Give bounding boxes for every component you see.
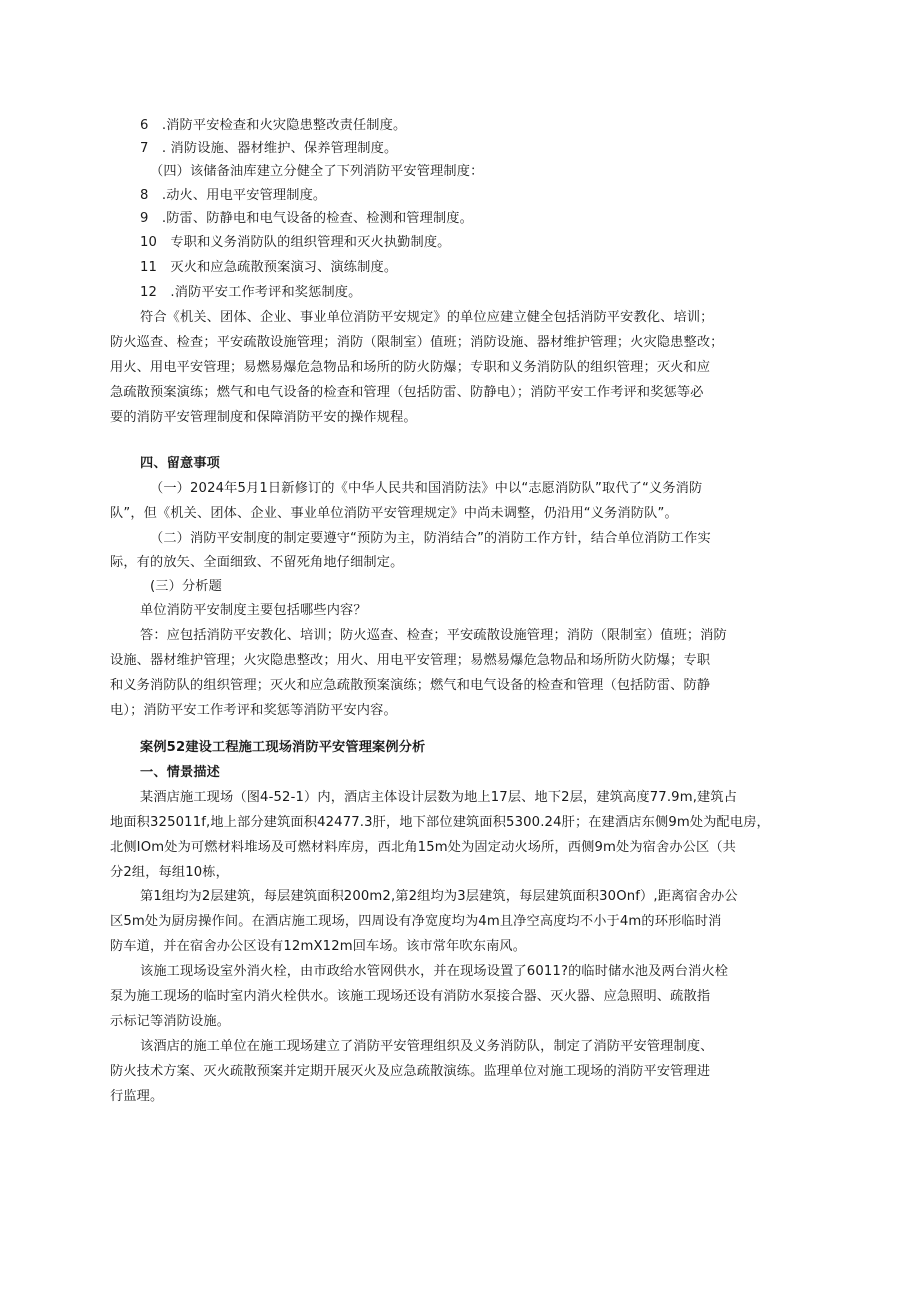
paragraph-line: 区5m处为厨房操作间。在酒店施工现场，四周设有净宽度均为4m且净空高度均不小于4m的环形临时消	[110, 914, 722, 929]
paragraph-line: 行监理。	[110, 1089, 164, 1104]
section-heading-scenario: 一、情景描述	[140, 765, 221, 780]
list-item-8: 8 .动火、用电平安管理制度。	[140, 188, 327, 203]
paragraph-line: 要的消防平安管理制度和保障消防平安的操作规程。	[110, 410, 417, 425]
case-title: 案例52建设工程施工现场消防平安管理案例分析	[140, 740, 426, 755]
paragraph-line: 分2组，每组10栋，	[110, 865, 229, 880]
answer-line: 电）；消防平安工作考评和奖惩等消防平安内容。	[110, 703, 397, 718]
subsection-heading-analysis: (三）分析题	[150, 579, 222, 594]
paragraph-line: 示标记等消防设施。	[110, 1014, 231, 1029]
paragraph-line: 防火技术方案、灭火疏散预案并定期开展灭火及应急疏散演练。监理单位对施工现场的消防平安管理进	[110, 1064, 711, 1079]
list-item-7: 7 . 消防设施、器材维护、保养管理制度。	[140, 141, 398, 156]
paragraph-line: 该酒店的施工单位在施工现场建立了消防平安管理组织及义务消防队，制定了消防平安管理制度、	[140, 1039, 714, 1054]
answer-line: 和义务消防队的组织管理；灭火和应急疏散预案演练；燃气和电气设备的检查和管理（包括防雷、防静	[110, 678, 711, 693]
paragraph-line: 急疏散预案演练；燃气和电气设备的检查和管理（包括防雷、防静电）；消防平安工作考评和奖惩等必	[110, 385, 704, 400]
paragraph-line: （二）消防平安制度的制定要遵守“预防为主，防消结合”的消防工作方针，结合单位消防工作实	[150, 531, 711, 546]
paragraph-line: 北侧IOm处为可燃材料堆场及可燃材料库房，西北角15m处为固定动火场所，西侧9m处为宿舍办公区（共	[110, 840, 737, 855]
paragraph-line: （一）2024年5月1日新修订的《中华人民共和国消防法》中以“志愿消防队”取代了“义务消防	[150, 481, 703, 496]
paragraph-line: 该施工现场设室外消火栓，由市政给水管网供水，并在现场设置了6011?的临时储水池及两台消火栓	[140, 964, 729, 979]
subsection-heading-4: （四）该储备油库建立分健全了下列消防平安管理制度：	[150, 164, 484, 179]
paragraph-line: 防火巡查、检查；平安疏散设施管理；消防（限制室）值班；消防设施、器材维护管理；火灾隐患整改；	[110, 335, 724, 350]
paragraph-line: 际，有的放矢、全面细致、不留死角地仔细制定。	[110, 555, 404, 570]
paragraph-line: 防车道，并在宿舍办公区设有12mX12m回车场。该市常年吹东南风。	[110, 939, 527, 954]
paragraph-line: 泵为施工现场的临时室内消火栓供水。该施工现场还设有消防水泵接合器、灭火器、应急照明、疏散指	[110, 989, 711, 1004]
paragraph-line: 某酒店施工现场（图4-52-1）内，酒店主体设计层数为地上17层、地下2层，建筑高度77.9m,建筑占	[140, 790, 738, 805]
paragraph-line: 用火、用电平安管理；易燃易爆危急物品和场所的防火防爆；专职和义务消防队的组织管理；灭火和应	[110, 360, 711, 375]
question-text: 单位消防平安制度主要包括哪些内容？	[140, 603, 367, 618]
section-heading-notes: 四、留意事项	[140, 456, 221, 471]
answer-line: 设施、器材维护管理；火灾隐患整改；用火、用电平安管理；易燃易爆危急物品和场所防火防爆；专职	[110, 653, 711, 668]
list-item-9: 9 .防雷、防静电和电气设备的检查、检测和管理制度。	[140, 211, 473, 226]
list-item-10: 10 专职和义务消防队的组织管理和灭火执勤制度。	[140, 235, 451, 250]
answer-line: 答：应包括消防平安教化、培训；防火巡查、检查；平安疏散设施管理；消防（限制室）值班；消防	[140, 628, 727, 643]
paragraph-line: 地面积325011f,地上部分建筑面积42477.3肝，地下部位建筑面积5300.24肝；在建酒店东侧9m处为配电房，	[110, 815, 770, 830]
paragraph-line: 队”，但《机关、团体、企业、事业单位消防平安管理规定》中尚未调整，仍沿用“义务消防队”。	[110, 506, 678, 521]
list-item-12: 12 .消防平安工作考评和奖惩制度。	[140, 285, 362, 300]
paragraph-line: 符合《机关、团体、企业、事业单位消防平安规定》的单位应建立健全包括消防平安教化、培训；	[140, 310, 714, 325]
list-item-11: 11 灭火和应急疏散预案演习、演练制度。	[140, 260, 398, 275]
paragraph-line: 第1组均为2层建筑，每层建筑面积200m2,第2组均为3层建筑，每层建筑面积30Onf）,距离宿舍办公	[140, 889, 738, 904]
list-item-6: 6 .消防平安检查和火灾隐患整改责任制度。	[140, 118, 407, 133]
